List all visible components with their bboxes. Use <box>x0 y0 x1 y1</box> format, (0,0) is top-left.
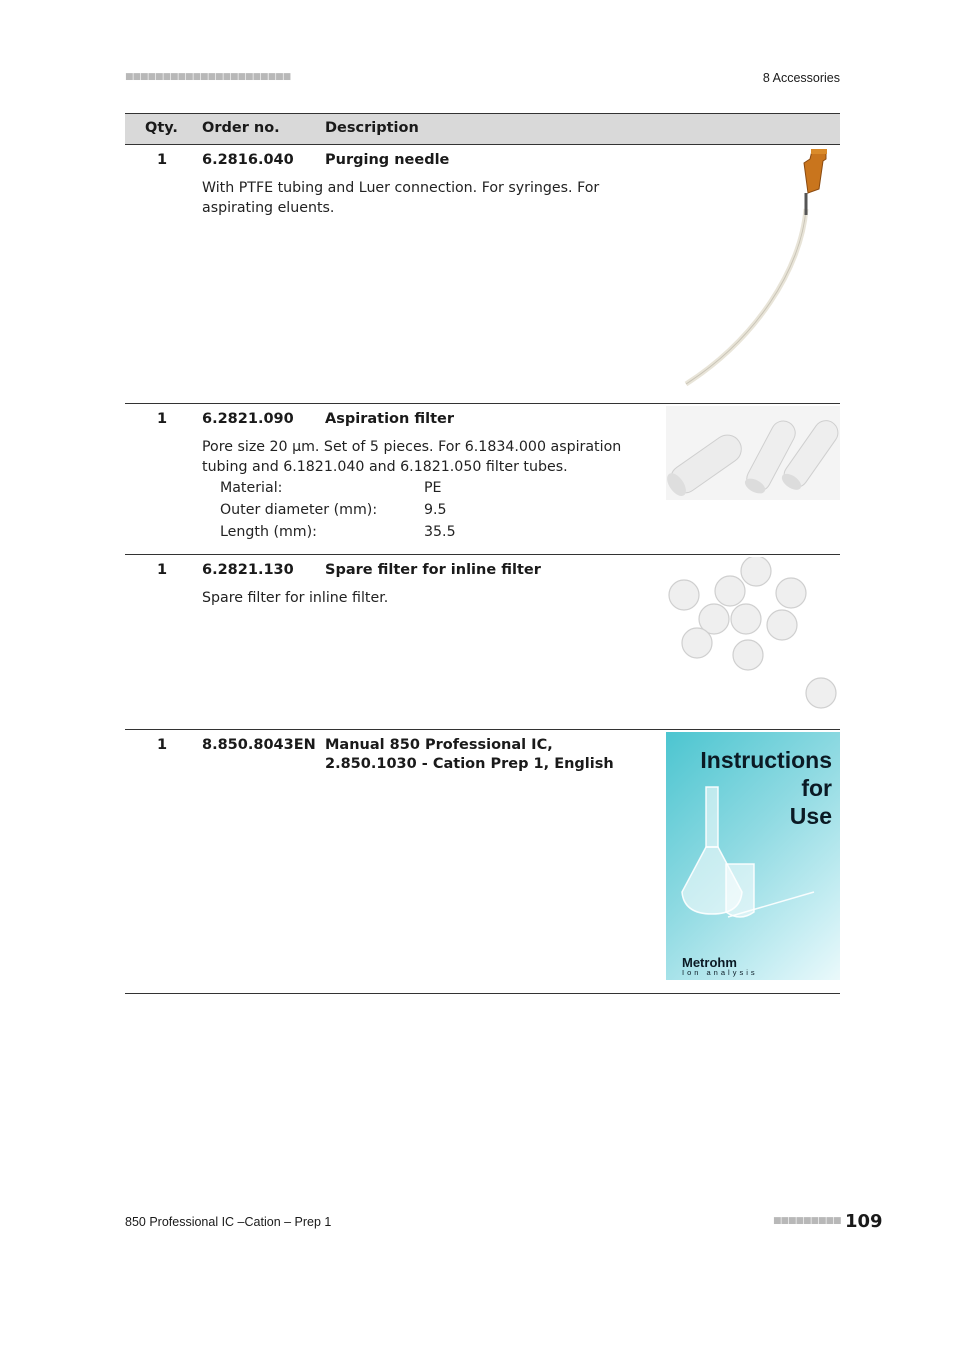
table-row <box>125 404 840 555</box>
cover-title-line: for <box>801 775 832 801</box>
row-description: Spare filter for inline filter. <box>202 590 389 606</box>
table-row <box>125 145 840 404</box>
footer-document-title: 850 Professional IC –Cation – Prep 1 <box>125 1215 332 1229</box>
spec-label: Outer diameter (mm): <box>220 502 378 518</box>
row-order-no: 6.2816.040 <box>202 152 294 168</box>
row-title: Purging needle <box>325 152 450 168</box>
manual-cover-image <box>666 732 840 980</box>
spec-row <box>220 480 520 502</box>
row-qty: 1 <box>157 152 168 168</box>
row-qty: 1 <box>157 737 168 753</box>
table-row <box>125 555 840 730</box>
footer-decoration: ■■■■■■■■■ <box>773 1216 841 1226</box>
purging-needle-image <box>666 149 840 391</box>
table-header <box>125 113 840 145</box>
page-number: 109 <box>845 1211 883 1232</box>
cover-title-line: Use <box>789 803 832 829</box>
spec-list <box>220 480 520 546</box>
chapter-title: 8 Accessories <box>762 71 840 85</box>
row-title: Spare filter for inline filter <box>325 562 541 578</box>
header-description: Description <box>325 120 419 136</box>
header-decoration: ■■■■■■■■■■■■■■■■■■■■■■ <box>125 72 291 82</box>
spec-row <box>220 502 520 524</box>
spare-filter-image <box>666 557 840 717</box>
accessories-table <box>125 113 840 994</box>
header-order-no: Order no. <box>202 120 280 136</box>
row-description: With PTFE tubing and Luer connection. For syringes. For aspirating eluents. <box>202 180 600 216</box>
header-qty: Qty. <box>145 120 178 136</box>
row-title: Manual 850 Professional IC, 2.850.1030 - Cation Prep 1, English <box>325 737 614 772</box>
row-order-no: 6.2821.090 <box>202 411 294 427</box>
row-order-no: 6.2821.130 <box>202 562 294 578</box>
aspiration-filter-image <box>666 406 840 500</box>
glassware-illustration <box>674 782 834 932</box>
spec-value: 35.5 <box>424 524 456 540</box>
row-description: Pore size 20 µm. Set of 5 pieces. For 6.1834.000 aspiration tubing and 6.1821.040 and 6.1821.050 filter tubes. <box>202 439 622 475</box>
row-order-no: 8.850.8043EN <box>202 737 316 753</box>
row-qty: 1 <box>157 562 168 578</box>
spec-value: PE <box>424 480 442 496</box>
row-title: Aspiration filter <box>325 411 455 427</box>
cover-title-line: Instructions <box>700 747 832 773</box>
table-row <box>125 730 840 994</box>
row-qty: 1 <box>157 411 168 427</box>
spec-label: Material: <box>220 480 283 496</box>
cover-tagline: Ion analysis <box>682 968 758 977</box>
spec-value: 9.5 <box>424 502 447 518</box>
metrohm-logo: Metrohm <box>682 955 737 970</box>
manual-cover <box>666 732 840 980</box>
spec-row <box>220 524 520 546</box>
spec-label: Length (mm): <box>220 524 317 540</box>
